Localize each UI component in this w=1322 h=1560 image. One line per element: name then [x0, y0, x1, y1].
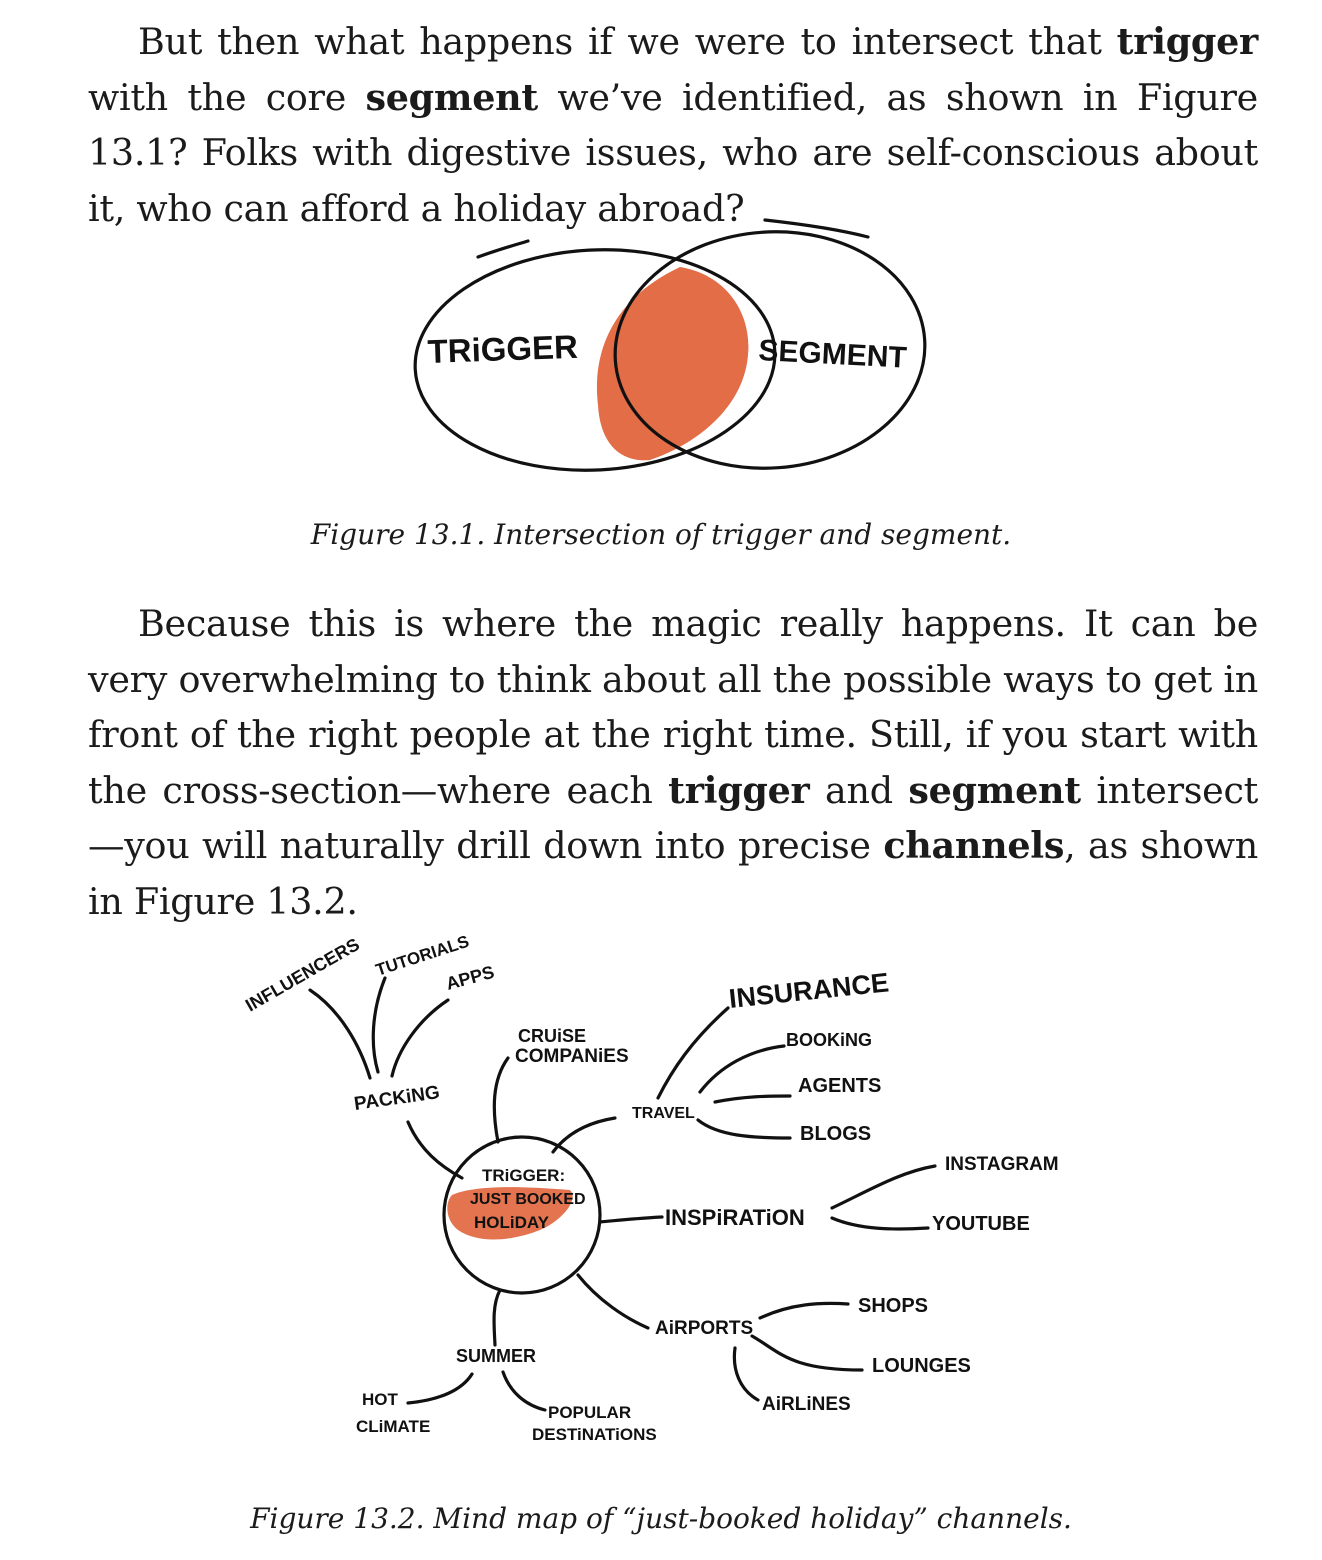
text-run: Because this is where the magic really happens. It can be very overwhelming to think about all the possible ways to get in front of the right people at the right time. Still, if you start with the cross-section—where each: [88, 602, 1258, 812]
trigger-label: TRiGGER: [426, 327, 579, 370]
node-popular-line1: POPULAR: [548, 1403, 632, 1422]
node-apps: APPS: [443, 961, 497, 994]
node-instagram: INSTAGRAM: [945, 1154, 1059, 1175]
node-hot-line1: HOT: [362, 1390, 398, 1409]
branch-center-summer: [494, 1290, 500, 1345]
segment-label: SEGMENT: [757, 334, 908, 375]
bold-term-trigger: trigger: [1116, 20, 1258, 63]
node-booking: BOOKiNG: [786, 1030, 873, 1050]
trigger-circle-tail: [478, 241, 528, 257]
text-run: we’ve identified, as shown in Figure 13.1? Folks with digestive issues, who are self-conscious about it, who can afford a holiday abroad?: [88, 75, 1258, 230]
branch-travel-agents: [715, 1096, 790, 1102]
node-tutorials: TUTORIALS: [373, 931, 472, 980]
text-run: with the core: [88, 75, 366, 119]
text-run: But then what happens if we were to intersect that: [138, 20, 1117, 63]
branch-center-cruise: [494, 1058, 508, 1142]
node-hot-line2: CLiMATE: [356, 1417, 431, 1436]
center-text-line3: HOLiDAY: [474, 1213, 549, 1232]
venn-diagram: [0, 205, 1322, 505]
node-blogs: BLOGS: [800, 1123, 872, 1145]
branch-packing-apps: [392, 1000, 448, 1076]
node-lounges: LOUNGES: [872, 1355, 971, 1377]
text-run: , as shown in Figure 13.2.: [88, 824, 1258, 923]
branch-airports-shops: [760, 1303, 848, 1318]
node-popular-line2: DESTiNATiONS: [532, 1425, 657, 1444]
branch-airports-lounges: [752, 1336, 862, 1370]
branch-summer-popular: [503, 1372, 545, 1410]
branch-center-airports: [578, 1275, 648, 1328]
node-insurance: INSURANCE: [727, 967, 891, 1014]
figure-2-caption: Figure 13.2. Mind map of “just-booked holiday” channels.: [250, 1502, 1072, 1535]
center-text-line2: JUST BOOKED: [470, 1191, 586, 1208]
branch-packing-tutorials: [373, 978, 385, 1072]
node-airports: AiRPORTS: [655, 1318, 754, 1339]
branch-travel-insurance: [658, 1008, 728, 1098]
node-influencers: INFLUENCERS: [242, 934, 363, 1016]
branch-inspiration-instagram: [832, 1166, 935, 1208]
text-run: intersect—you will naturally drill down into precise: [88, 768, 1258, 867]
bold-term-trigger: trigger: [668, 768, 810, 812]
branch-summer-hot: [408, 1374, 472, 1403]
bold-term-segment: segment: [908, 768, 1081, 812]
branch-center-packing: [408, 1122, 462, 1178]
branch-airports-airlines: [734, 1348, 758, 1400]
node-youtube: YOUTUBE: [932, 1213, 1030, 1235]
branch-packing-influencers: [310, 990, 370, 1078]
node-cruise-line2: COMPANiES: [515, 1046, 629, 1067]
bold-term-channels: channels: [883, 824, 1065, 867]
branch-center-inspiration: [600, 1217, 662, 1222]
intro-paragraph: [88, 14, 1258, 236]
branch-travel-blogs: [698, 1120, 790, 1138]
node-travel: TRAVEL: [632, 1105, 695, 1122]
node-inspiration: INSPiRATiON: [665, 1205, 805, 1230]
node-cruise-line1: CRUiSE: [518, 1026, 587, 1046]
node-packing: PACKiNG: [352, 1082, 442, 1115]
node-shops: SHOPS: [858, 1295, 929, 1317]
branch-travel-booking: [700, 1046, 784, 1092]
figure-1-caption: Figure 13.1. Intersection of trigger and segment.: [310, 518, 1012, 551]
node-summer: SUMMER: [456, 1346, 536, 1366]
branch-inspiration-youtube: [832, 1218, 928, 1229]
mind-map: [0, 900, 1322, 1470]
center-text-line1: TRiGGER:: [482, 1166, 566, 1185]
node-agents: AGENTS: [798, 1075, 882, 1097]
node-airlines: AiRLiNES: [762, 1394, 851, 1415]
body-paragraph: [88, 596, 1258, 929]
text-run: and: [809, 768, 909, 812]
bold-term-segment: segment: [365, 75, 538, 119]
